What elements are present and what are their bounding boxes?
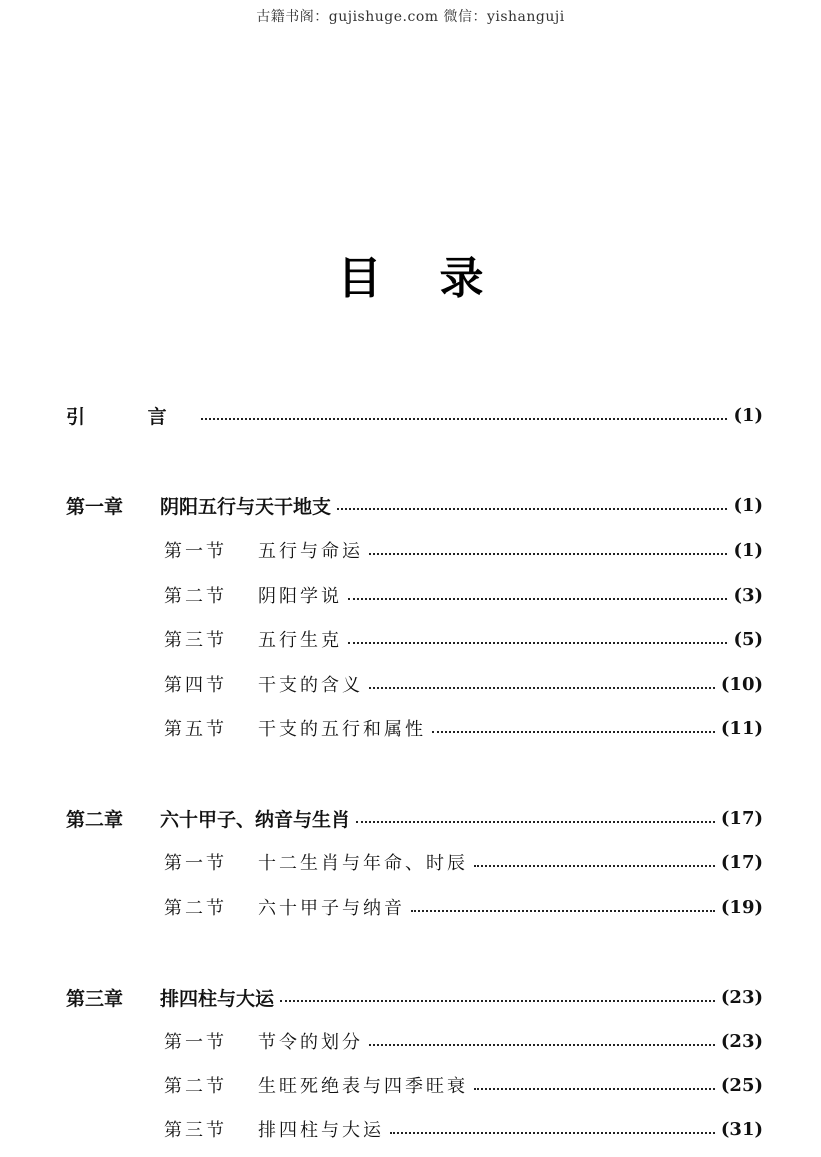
toc-page-number: (5) — [733, 628, 763, 650]
section-title: 六十甲子与纳音 — [258, 898, 405, 919]
dot-leader — [432, 731, 715, 733]
section-title: 节令的划分 — [258, 1032, 363, 1053]
toc-page-number: (11) — [720, 717, 763, 739]
chapter-number: 第一章 — [66, 495, 124, 518]
section-number: 第二节 — [164, 898, 227, 919]
section-title: 五行生克 — [258, 630, 342, 651]
title-char-2: 录 — [439, 253, 484, 304]
toc-section-2-1[interactable] — [0, 847, 821, 877]
section-number: 第三节 — [164, 630, 227, 651]
section-title: 干支的含义 — [258, 675, 363, 696]
toc-entry-title: 引 言 — [66, 405, 195, 428]
toc-chapter-1[interactable] — [0, 490, 821, 520]
toc-chapter-2[interactable] — [0, 803, 821, 833]
toc-section-2-2[interactable] — [0, 892, 821, 922]
toc-section-3-3[interactable] — [0, 1114, 821, 1144]
section-number: 第四节 — [164, 675, 227, 696]
toc-page-number: (17) — [720, 807, 763, 829]
toc-page-number: (1) — [733, 404, 763, 426]
toc-page-number: (23) — [720, 1030, 763, 1052]
toc-page-number: (3) — [733, 584, 763, 606]
toc-section-3-1[interactable] — [0, 1026, 821, 1056]
chapter-title: 排四柱与大运 — [160, 987, 275, 1010]
section-title: 生旺死绝表与四季旺衰 — [258, 1076, 468, 1097]
toc-page-number: (1) — [733, 539, 763, 561]
dot-leader — [411, 910, 715, 912]
toc-page-number: (31) — [720, 1118, 763, 1140]
toc-section-1-5[interactable] — [0, 713, 821, 743]
dot-leader — [369, 687, 715, 689]
section-number: 第二节 — [164, 586, 227, 607]
section-title: 五行与命运 — [258, 541, 363, 562]
toc-page-number: (23) — [720, 986, 763, 1008]
dot-leader — [337, 508, 727, 510]
dot-leader — [356, 821, 715, 823]
title-char-1: 目 — [337, 253, 382, 304]
toc-section-3-2[interactable] — [0, 1070, 821, 1100]
toc-chapter-3[interactable] — [0, 982, 821, 1012]
section-number: 第一节 — [164, 1032, 227, 1053]
chapter-number: 第三章 — [66, 987, 124, 1010]
dot-leader — [474, 1088, 715, 1090]
dot-leader — [369, 553, 727, 555]
dot-leader — [201, 418, 728, 420]
watermark-text: 古籍书阁：gujishuge.com 微信：yishanguji — [256, 9, 565, 25]
toc-entry-intro[interactable] — [0, 400, 821, 430]
chapter-number: 第二章 — [66, 808, 124, 831]
toc-section-1-3[interactable] — [0, 624, 821, 654]
toc-section-1-2[interactable] — [0, 580, 821, 610]
dot-leader — [348, 642, 727, 644]
dot-leader — [348, 598, 727, 600]
dot-leader — [369, 1044, 715, 1046]
dot-leader — [474, 865, 715, 867]
section-title: 阴阳学说 — [258, 586, 342, 607]
toc-page-number: (10) — [720, 673, 763, 695]
section-title: 干支的五行和属性 — [258, 719, 426, 740]
toc-section-1-4[interactable] — [0, 669, 821, 699]
chapter-title: 六十甲子、纳音与生肖 — [160, 808, 351, 831]
toc-page-number: (1) — [733, 494, 763, 516]
toc-section-1-1[interactable] — [0, 535, 821, 565]
toc-page-number: (19) — [720, 896, 763, 918]
section-number: 第二节 — [164, 1076, 227, 1097]
section-number: 第三节 — [164, 1120, 227, 1141]
section-title: 排四柱与大运 — [258, 1120, 384, 1141]
section-number: 第五节 — [164, 719, 227, 740]
dot-leader — [390, 1132, 715, 1134]
section-title: 十二生肖与年命、时辰 — [258, 853, 468, 874]
toc-page-number: (17) — [720, 851, 763, 873]
section-number: 第一节 — [164, 541, 227, 562]
section-number: 第一节 — [164, 853, 227, 874]
chapter-title: 阴阳五行与天干地支 — [160, 495, 332, 518]
toc-page-number: (25) — [720, 1074, 763, 1096]
dot-leader — [280, 1000, 715, 1002]
